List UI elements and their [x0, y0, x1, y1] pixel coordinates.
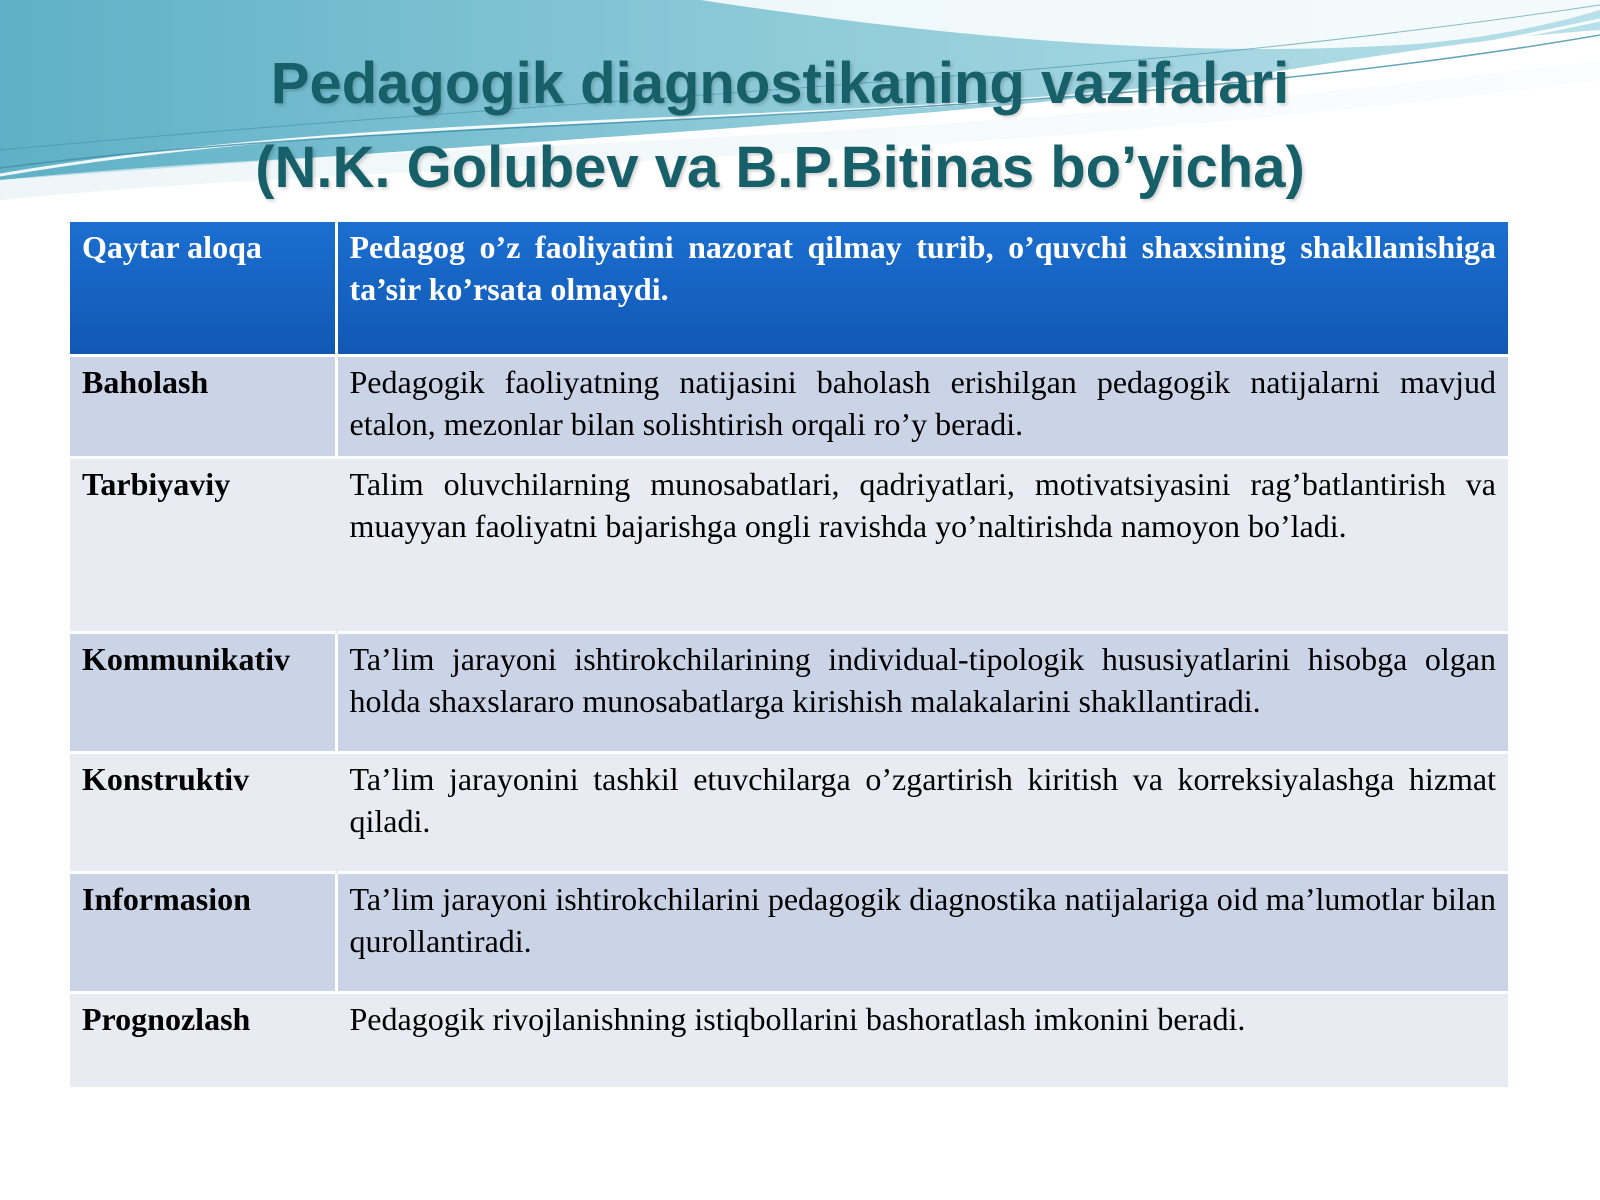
table-row — [70, 632, 1508, 752]
task-description: Pedagogik rivojlanishning istiqbollarini bashoratlash imkonini beradi. — [336, 992, 1508, 1087]
task-name: Qaytar aloqa — [70, 222, 336, 355]
task-name: Tarbiyaviy — [70, 457, 336, 632]
table-row — [70, 222, 1508, 355]
task-name: Konstruktiv — [70, 752, 336, 872]
task-name: Baholash — [70, 355, 336, 457]
task-name: Prognozlash — [70, 992, 336, 1087]
table-row — [70, 992, 1508, 1087]
task-description: Ta’lim jarayoni ishtirokchilarining individual-tipologik hususiyatlarini hisobga olgan holda shaxslararo munosabatlarga kirishish malakalarini shakllantiradi. — [336, 632, 1508, 752]
table-row — [70, 872, 1508, 992]
table-row — [70, 355, 1508, 457]
task-description: Pedagogik faoliyatning natijasini baholash erishilgan pedagogik natijalarni mavjud etalon, mezonlar bilan solishtirish orqali ro’y beradi. — [336, 355, 1508, 457]
table-row — [70, 752, 1508, 872]
task-description: Ta’lim jarayonini tashkil etuvchilarga o’zgartirish kiritish va korreksiyalashga hizmat qiladi. — [336, 752, 1508, 872]
tasks-table — [70, 222, 1508, 1087]
slide-title — [0, 42, 1560, 210]
title-line-2: (N.K. Golubev va B.P.Bitinas bo’yicha) — [255, 135, 1305, 200]
task-description: Ta’lim jarayoni ishtirokchilarini pedagogik diagnostika natijalariga oid ma’lumotlar bilan qurollantiradi. — [336, 872, 1508, 992]
task-name: Informasion — [70, 872, 336, 992]
task-description: Talim oluvchilarning munosabatlari, qadriyatlari, motivatsiyasini rag’batlantirish va muayyan faoliyatni bajarishga ongli ravishda yo’naltirishda namoyon bo’ladi. — [336, 457, 1508, 632]
table-row — [70, 457, 1508, 632]
task-name: Kommunikativ — [70, 632, 336, 752]
task-description: Pedagog o’z faoliyatini nazorat qilmay turib, o’quvchi shaxsining shakllanishiga ta’sir ko’rsata olmaydi. — [336, 222, 1508, 355]
title-line-1: Pedagogik diagnostikaning vazifalari — [270, 51, 1290, 116]
